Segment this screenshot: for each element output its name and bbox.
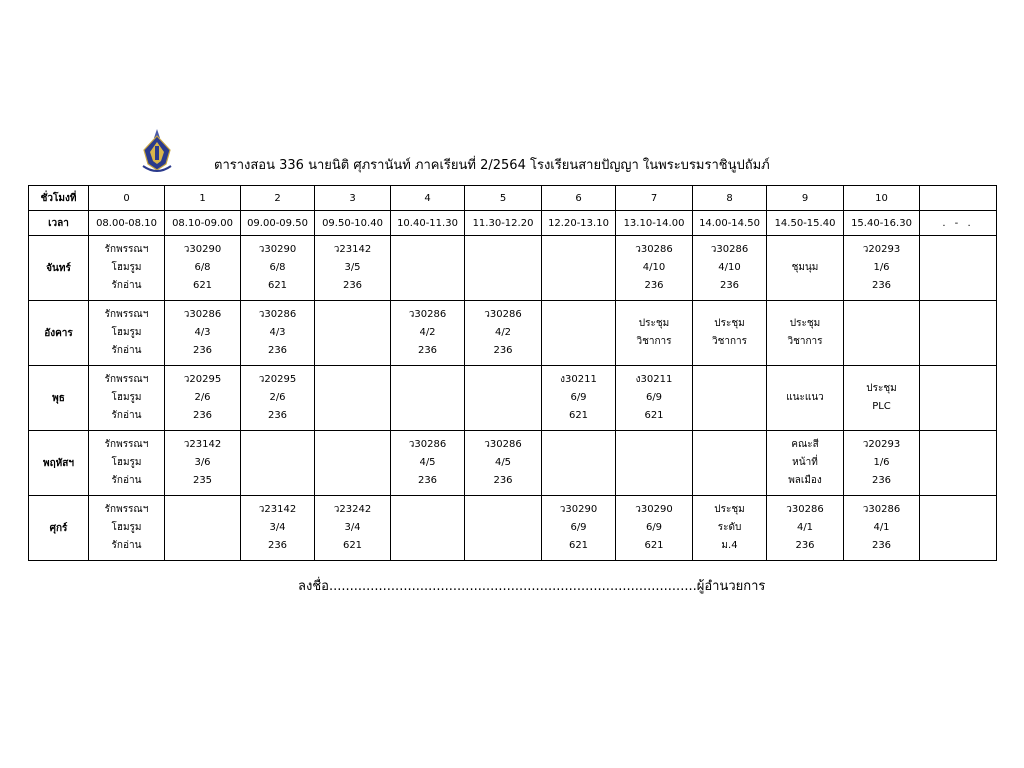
timetable-cell [165,496,241,561]
cell-line: โฮมรูม [111,327,142,338]
period-11 [920,186,997,211]
time-slot-2: 09.00-09.50 [241,211,315,236]
time-slot-10: 15.40-16.30 [844,211,920,236]
cell-line: 6/8 [194,262,211,273]
timetable-cell [165,366,241,431]
cell-line: คณะสี [791,439,819,450]
day-row [29,431,997,496]
period-4: 4 [391,186,465,211]
cell-line: ว30286 [862,504,901,515]
cell-line: 621 [267,280,288,291]
cell-line: 3/6 [194,457,211,468]
cell-line: 4/5 [494,457,512,468]
period-6: 6 [542,186,616,211]
timetable-cell [241,496,315,561]
cell-line: ว30286 [786,504,824,515]
timetable-cell [315,236,391,301]
cell-line: 236 [342,280,363,291]
cell-line: ระดับ [717,522,742,533]
cell-line: รักอ่าน [111,280,142,291]
cell-line: 1/6 [873,457,890,468]
cell-line: 236 [644,280,664,291]
timetable-cell [767,496,844,561]
cell-line: ง30211 [560,374,597,385]
cell-line: 236 [493,345,513,356]
cell-line: ว20295 [183,374,222,385]
cell-line: 235 [192,475,213,486]
timetable-cell [89,236,165,301]
timetable-cell [920,366,997,431]
cell-line: รักอ่าน [111,475,142,486]
time-row [29,211,997,236]
cell-line: ว30290 [559,504,598,515]
cell-line: รักอ่าน [111,540,142,551]
timetable-cell [241,366,315,431]
period-0: 0 [89,186,165,211]
timetable-cell [241,431,315,496]
cell-line: 236 [192,345,213,356]
cell-line: โฮมรูม [111,262,142,273]
period-5: 5 [465,186,542,211]
time-slot-1: 08.10-09.00 [165,211,241,236]
cell-line: โฮมรูม [111,457,142,468]
cell-line: 236 [417,475,438,486]
cell-line: ว30286 [183,309,222,320]
day-row [29,496,997,561]
timetable-cell [89,301,165,366]
timetable-cell [844,236,920,301]
timetable-cell [315,366,391,431]
cell-line: รักพรรณฯ [104,504,149,515]
period-2: 2 [241,186,315,211]
timetable-cell [767,301,844,366]
cell-line: ว23242 [333,504,372,515]
timetable-cell [465,431,542,496]
cell-line: 3/4 [269,522,286,533]
day-row [29,366,997,431]
time-label: เวลา [29,211,89,236]
cell-line: 236 [267,345,288,356]
time-slot-6: 12.20-13.10 [542,211,616,236]
timetable-cell [767,431,844,496]
cell-line: 6/9 [570,392,587,403]
cell-line: 6/9 [570,522,587,533]
cell-line: 236 [719,280,740,291]
day-row [29,301,997,366]
timetable-cell [616,431,693,496]
cell-line: ว30286 [258,309,297,320]
cell-line: ว23142 [333,244,372,255]
cell-line: 236 [795,540,815,551]
cell-line: 4/2 [494,327,512,338]
timetable-cell [693,366,767,431]
cell-line: PLC [872,401,891,412]
time-slot-5: 11.30-12.20 [465,211,542,236]
period-label: ชั่วโมงที่ [29,186,89,211]
timetable-cell [616,301,693,366]
cell-line: 4/2 [419,327,436,338]
timetable-cell [920,431,997,496]
cell-line: โฮมรูม [111,392,142,403]
period-1: 1 [165,186,241,211]
timetable-cell [391,301,465,366]
timetable-cell [844,496,920,561]
cell-line: 236 [871,475,892,486]
time-slot-3: 09.50-10.40 [315,211,391,236]
school-emblem-icon [140,128,174,176]
day-name: พฤหัสฯ [29,431,89,496]
time-slot-7: 13.10-14.00 [616,211,693,236]
timetable-cell [844,366,920,431]
cell-line: 621 [568,540,589,551]
cell-line: โฮมรูม [111,522,142,533]
cell-line: 236 [871,280,892,291]
timetable-cell [616,366,693,431]
timetable-cell [391,236,465,301]
timetable-cell [89,366,165,431]
cell-line: 236 [493,475,513,486]
timetable-cell [241,236,315,301]
cell-line: 236 [192,410,213,421]
day-row [29,236,997,301]
timetable-cell [693,431,767,496]
cell-line: ว20293 [862,244,901,255]
time-slot-11: . - . [920,211,997,236]
timetable-cell [315,301,391,366]
timetable-cell [693,496,767,561]
cell-line: 1/6 [873,262,890,273]
day-name: พุธ [29,366,89,431]
cell-line: 6/9 [645,392,663,403]
timetable-cell [391,366,465,431]
cell-line: ว23142 [258,504,297,515]
day-name: จันทร์ [29,236,89,301]
timetable-cell [165,236,241,301]
cell-line: 4/3 [194,327,211,338]
timetable-cell [616,236,693,301]
period-header-row [29,186,997,211]
cell-line: ประชุม [866,383,897,394]
cell-line: ว30286 [408,309,447,320]
cell-line: 236 [267,410,288,421]
timetable-cell [616,496,693,561]
day-name: ศุกร์ [29,496,89,561]
cell-line: 3/5 [344,262,361,273]
timetable-cell [391,431,465,496]
cell-line: 4/3 [269,327,286,338]
cell-line: ม.4 [721,540,738,551]
cell-line: 621 [342,540,363,551]
cell-line: ว23142 [183,439,222,450]
time-slot-8: 14.00-14.50 [693,211,767,236]
time-slot-9: 14.50-15.40 [767,211,844,236]
timetable-cell [542,496,616,561]
cell-line: 4/10 [642,262,666,273]
timetable-cell [542,431,616,496]
cell-line: 4/1 [796,522,814,533]
cell-line: วิชาการ [636,336,672,347]
timetable-cell [165,431,241,496]
cell-line: ว20295 [258,374,297,385]
cell-line: ว30286 [484,309,522,320]
timetable-cell [465,366,542,431]
cell-line: วิชาการ [787,336,823,347]
cell-line: รักอ่าน [111,345,142,356]
period-10: 10 [844,186,920,211]
timetable-cell [241,301,315,366]
cell-line: 6/8 [269,262,286,273]
timetable-cell [315,431,391,496]
cell-line: ชุมนุม [791,262,819,273]
cell-line: 6/9 [645,522,663,533]
cell-line: วิชาการ [711,336,748,347]
cell-line: รักพรรณฯ [104,374,149,385]
timetable-cell [315,496,391,561]
cell-line: ว30286 [484,439,522,450]
period-7: 7 [616,186,693,211]
cell-line: ว30290 [635,504,673,515]
timetable-cell [693,301,767,366]
cell-line: 621 [192,280,213,291]
day-name: อังคาร [29,301,89,366]
cell-line: 4/1 [873,522,890,533]
cell-line: ง30211 [635,374,673,385]
timetable-cell [542,236,616,301]
cell-line: หน้าที่ [792,457,818,468]
time-slot-0: 08.00-08.10 [89,211,165,236]
cell-line: ประชุม [789,318,821,329]
timetable-cell [465,496,542,561]
time-slot-4: 10.40-11.30 [391,211,465,236]
cell-line: รักพรรณฯ [104,309,149,320]
cell-line: ว30286 [710,244,749,255]
cell-line: 621 [644,410,664,421]
timetable-cell [693,236,767,301]
cell-line: 621 [568,410,589,421]
timetable-cell [165,301,241,366]
timetable-cell [89,431,165,496]
timetable-cell [920,496,997,561]
cell-line: พลเมือง [788,475,822,486]
period-3: 3 [315,186,391,211]
cell-line: แนะแนว [786,392,824,403]
timetable-cell [767,366,844,431]
timetable-cell [920,301,997,366]
timetable-cell [465,236,542,301]
cell-line: 4/10 [718,262,741,273]
cell-line: ว30290 [258,244,297,255]
cell-line: 621 [644,540,664,551]
period-8: 8 [693,186,767,211]
cell-line: ว30290 [183,244,222,255]
timetable-cell [920,236,997,301]
timetable-cell [542,301,616,366]
cell-line: 4/5 [419,457,436,468]
cell-line: ว30286 [408,439,447,450]
page-title: ตารางสอน 336 นายนิติ ศุภรานันท์ ภาคเรียนที่ 2/2564 โรงเรียนสายปัญญา ในพระบรมราชินูปถัมภ์ [214,158,770,173]
timetable-cell [465,301,542,366]
timetable-cell [391,496,465,561]
cell-line: ว30286 [635,244,673,255]
cell-line: รักพรรณฯ [104,439,149,450]
timetable-cell [767,236,844,301]
cell-line: 236 [267,540,288,551]
cell-line: 2/6 [269,392,286,403]
cell-line: รักอ่าน [111,410,142,421]
timetable [28,185,997,561]
cell-line: 2/6 [194,392,211,403]
cell-line: ว20293 [862,439,901,450]
timetable-cell [89,496,165,561]
cell-line: รักพรรณฯ [104,244,149,255]
period-9: 9 [767,186,844,211]
timetable-cell [542,366,616,431]
cell-line: ประชุม [638,318,670,329]
timetable-cell [844,301,920,366]
cell-line: 236 [871,540,892,551]
cell-line: ประชุม [714,318,745,329]
signature-line: ลงชื่อ.........................................................................................ผู้อำนวยการ [298,579,766,594]
cell-line: 3/4 [344,522,361,533]
cell-line: 236 [417,345,438,356]
timetable-cell [844,431,920,496]
cell-line: ประชุม [714,504,745,515]
